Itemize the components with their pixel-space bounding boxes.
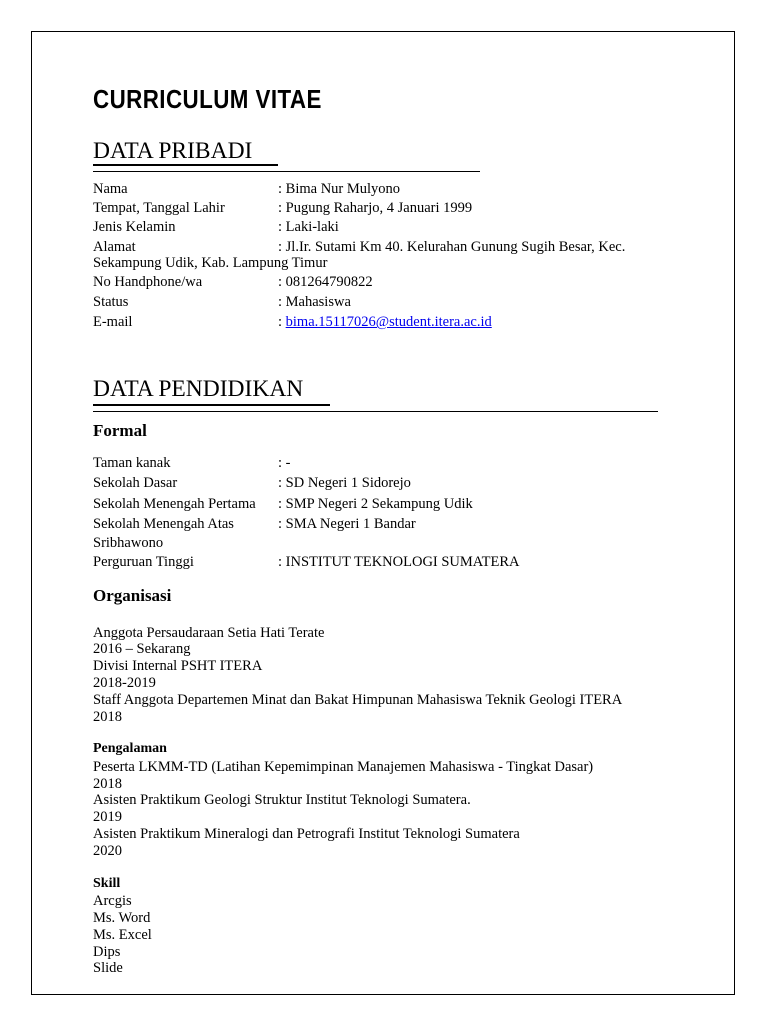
pengalaman-line: 2019	[93, 809, 122, 825]
pengalaman-line: Peserta LKMM-TD (Latihan Kepemimpinan Manajemen Mahasiswa - Tingkat Dasar)	[93, 759, 594, 775]
subheading-organisasi: Organisasi	[93, 586, 172, 605]
label-handphone: No Handphone/wa	[93, 274, 203, 290]
label-sma: Sekolah Menengah Atas	[93, 516, 234, 532]
email-colon: :	[278, 314, 286, 330]
heading-underline	[93, 404, 330, 406]
organisasi-line: Divisi Internal PSHT ITERA	[93, 658, 263, 674]
label-alamat: Alamat	[93, 239, 136, 255]
value-status: : Mahasiswa	[278, 294, 351, 310]
label-taman-kanak: Taman kanak	[93, 455, 171, 471]
organisasi-line: Anggota Persaudaraan Setia Hati Terate	[93, 625, 325, 641]
value-smp: : SMP Negeri 2 Sekampung Udik	[278, 496, 473, 512]
label-ttl: Tempat, Tanggal Lahir	[93, 200, 225, 216]
value-ttl: : Pugung Raharjo, 4 Januari 1999	[278, 200, 473, 216]
skill-item: Slide	[93, 960, 123, 976]
label-sekolah-dasar: Sekolah Dasar	[93, 475, 178, 491]
skill-item: Ms. Excel	[93, 927, 152, 943]
value-email	[278, 313, 492, 331]
value-perguruan-tinggi: : INSTITUT TEKNOLOGI SUMATERA	[278, 554, 520, 570]
skill-item: Arcgis	[93, 893, 132, 909]
organisasi-line: 2018-2019	[93, 675, 156, 691]
pengalaman-line: 2020	[93, 843, 122, 859]
email-link[interactable]: bima.15117026@student.itera.ac.id	[285, 314, 492, 330]
label-email: E-mail	[93, 314, 133, 330]
value-sma: : SMA Negeri 1 Bandar	[278, 516, 416, 532]
document-title: CURRICULUM VITAE	[93, 84, 322, 114]
pengalaman-line: Asisten Praktikum Geologi Struktur Institut Teknologi Sumatera.	[93, 792, 471, 808]
value-handphone: : 081264790822	[278, 274, 373, 290]
organisasi-line: 2018	[93, 709, 122, 725]
value-taman-kanak: : -	[278, 455, 291, 471]
value-alamat-continued: Sekampung Udik, Kab. Lampung Timur	[93, 255, 328, 271]
label-smp: Sekolah Menengah Pertama	[93, 496, 256, 512]
section-heading-data-pendidikan: DATA PENDIDIKAN	[93, 376, 304, 402]
subheading-skill: Skill	[93, 876, 121, 891]
subheading-pengalaman: Pengalaman	[93, 741, 167, 756]
label-status: Status	[93, 294, 129, 310]
label-perguruan-tinggi: Perguruan Tinggi	[93, 554, 194, 570]
value-nama: : Bima Nur Mulyono	[278, 181, 401, 197]
section-heading-data-pribadi: DATA PRIBADI	[93, 138, 253, 164]
skill-item: Ms. Word	[93, 910, 151, 926]
page-border	[31, 31, 735, 995]
section-divider	[93, 411, 658, 412]
value-alamat: : Jl.Ir. Sutami Km 40. Kelurahan Gunung Sugih Besar, Kec.	[278, 239, 626, 255]
label-jenis-kelamin: Jenis Kelamin	[93, 219, 176, 235]
section-divider	[93, 171, 480, 172]
organisasi-line: Staff Anggota Departemen Minat dan Bakat Himpunan Mahasiswa Teknik Geologi ITERA	[93, 692, 623, 708]
value-jenis-kelamin: : Laki-laki	[278, 219, 339, 235]
subheading-formal: Formal	[93, 421, 147, 440]
organisasi-line: 2016 – Sekarang	[93, 641, 191, 657]
pengalaman-line: Asisten Praktikum Mineralogi dan Petrografi Institut Teknologi Sumatera	[93, 826, 520, 842]
value-sekolah-dasar: : SD Negeri 1 Sidorejo	[278, 475, 411, 491]
value-sma-continued: Sribhawono	[93, 535, 164, 551]
label-nama: Nama	[93, 181, 128, 197]
skill-item: Dips	[93, 944, 121, 960]
pengalaman-line: 2018	[93, 776, 122, 792]
heading-underline	[93, 164, 278, 166]
